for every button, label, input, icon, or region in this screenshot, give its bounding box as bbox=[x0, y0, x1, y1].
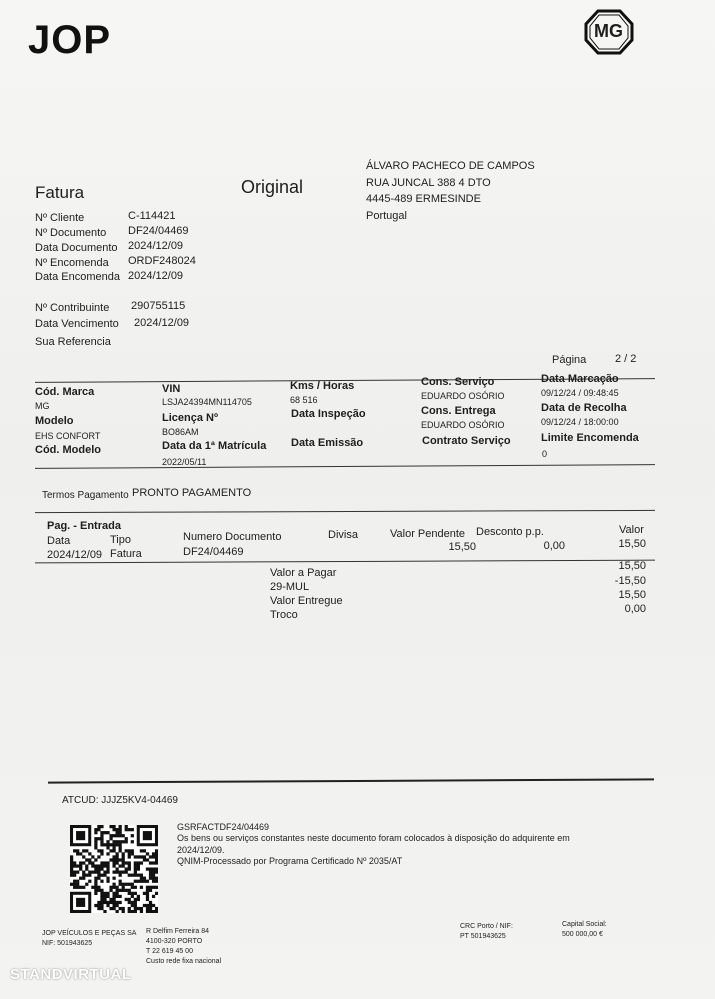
value-data-documento: 2024/12/09 bbox=[128, 240, 184, 252]
value-documento: DF24/04469 bbox=[128, 225, 189, 237]
value-contribuinte: 290755115 bbox=[131, 300, 186, 312]
label-vin: VIN bbox=[162, 383, 181, 395]
label-cod-modelo: Cód. Modelo bbox=[35, 444, 101, 456]
company-phone: T 22 619 45 00 bbox=[146, 948, 193, 955]
value-data-recolha: 09/12/24 / 18:00:00 bbox=[541, 417, 619, 427]
company-logo: JOP bbox=[28, 18, 112, 62]
standvirtual-watermark: STANDVIRTUAL bbox=[10, 966, 132, 983]
label-emissao: Data Emissão bbox=[291, 437, 364, 449]
document-title: Fatura bbox=[35, 183, 85, 202]
label-encomenda: Nº Encomenda bbox=[35, 257, 109, 269]
value-limite: 0 bbox=[542, 449, 548, 459]
capital-label: Capital Social: bbox=[562, 921, 607, 928]
company-address-1: R Delfim Ferreira 84 bbox=[146, 928, 210, 935]
label-data-documento: Data Documento bbox=[35, 242, 118, 254]
company-name: JOP VEÍCULOS E PEÇAS SA bbox=[42, 930, 137, 937]
customer-address-2: 4445-489 ERMESINDE bbox=[366, 193, 481, 205]
label-termos-pagamento: Termos Pagamento bbox=[42, 490, 129, 501]
value-cliente: C-114421 bbox=[128, 210, 176, 222]
customer-country: Portugal bbox=[366, 210, 407, 222]
certification-notice: QNIM-Processado por Programa Certificado Nº 2035/AT bbox=[177, 856, 403, 866]
value-vin: LSJA24394MN114705 bbox=[162, 397, 252, 407]
total-label-valor-entregue: Valor Entregue bbox=[270, 595, 343, 607]
value-vencimento: 2024/12/09 bbox=[134, 317, 190, 329]
label-licenca: Licença Nº bbox=[162, 412, 218, 424]
value-cons-entrega: EDUARDO OSÓRIO bbox=[421, 420, 505, 430]
col-divisa: Divisa bbox=[328, 529, 358, 541]
label-contrato: Contrato Serviço bbox=[422, 435, 511, 447]
value-kms: 68 516 bbox=[290, 395, 318, 405]
total-value-valor-pagar: 15,50 bbox=[618, 560, 646, 572]
label-matricula: Data da 1ª Matrícula bbox=[162, 440, 267, 452]
page-number: 2 / 2 bbox=[615, 353, 637, 365]
label-documento: Nº Documento bbox=[35, 227, 107, 239]
col-valor-pendente: Valor Pendente bbox=[390, 528, 466, 540]
col-desconto: Desconto p.p. bbox=[476, 526, 544, 538]
label-limite: Limite Encomenda bbox=[541, 432, 639, 444]
value-data-marcacao: 09/12/24 / 09:48:45 bbox=[541, 388, 619, 398]
row-desconto: 0,00 bbox=[543, 540, 565, 552]
total-value-29-mul: -15,50 bbox=[614, 575, 646, 587]
label-kms: Kms / Horas bbox=[290, 380, 355, 392]
label-referencia: Sua Referencia bbox=[35, 336, 111, 348]
total-value-valor-entregue: 15,50 bbox=[618, 589, 646, 601]
vehicle-bottom-rule bbox=[35, 464, 655, 469]
customer-address-1: RUA JUNCAL 388 4 DTO bbox=[366, 177, 491, 189]
col-valor: Valor bbox=[619, 524, 644, 536]
label-cliente: Nº Cliente bbox=[35, 212, 85, 224]
row-valor-pendente: 15,50 bbox=[448, 541, 476, 553]
total-label-troco: Troco bbox=[270, 609, 298, 621]
total-label-29-mul: 29-MUL bbox=[270, 581, 310, 593]
crc-label: CRC Porto / NIF: bbox=[460, 923, 513, 930]
label-cons-entrega: Cons. Entrega bbox=[421, 405, 496, 417]
value-licenca: BO86AM bbox=[162, 427, 199, 437]
label-data-recolha: Data de Recolha bbox=[541, 402, 627, 414]
label-cons-servico: Cons. Serviço bbox=[421, 376, 495, 388]
company-phone-note: Custo rede fixa nacional bbox=[146, 958, 222, 965]
row-data: 2024/12/09 bbox=[47, 549, 103, 561]
label-data-marcacao: Data Marcação bbox=[541, 373, 619, 385]
label-modelo: Modelo bbox=[35, 415, 74, 427]
copy-type: Original bbox=[241, 177, 304, 197]
value-marca: MG bbox=[35, 401, 50, 411]
value-modelo: EHS CONFORT bbox=[35, 431, 101, 441]
availability-date: 2024/12/09. bbox=[177, 845, 225, 855]
company-nif: NIF: 501943625 bbox=[42, 940, 93, 947]
label-data-encomenda: Data Encomenda bbox=[35, 271, 120, 283]
capital-value: 500 000,00 € bbox=[562, 931, 603, 938]
qr-code-icon bbox=[70, 825, 158, 913]
value-encomenda: ORDF248024 bbox=[128, 255, 196, 267]
value-termos-pagamento: PRONTO PAGAMENTO bbox=[132, 487, 252, 499]
total-label-valor-pagar: Valor a Pagar bbox=[270, 567, 337, 579]
label-vencimento: Data Vencimento bbox=[35, 318, 119, 330]
value-data-encomenda: 2024/12/09 bbox=[128, 270, 184, 282]
mg-brand-text: MG bbox=[594, 21, 623, 41]
label-contribuinte: Nº Contribuinte bbox=[35, 302, 110, 314]
col-numero: Numero Documento bbox=[183, 531, 282, 543]
col-data: Data bbox=[47, 535, 71, 547]
value-cons-servico: EDUARDO OSÓRIO bbox=[421, 391, 505, 401]
company-address-2: 4100-320 PORTO bbox=[146, 938, 203, 945]
hash-code: GSRFACTDF24/04469 bbox=[177, 822, 270, 832]
payment-row-rule bbox=[35, 560, 655, 564]
availability-notice: Os bens ou serviços constantes neste documento foram colocados à disposição do adquirente em bbox=[177, 833, 570, 843]
footer-rule bbox=[48, 778, 654, 783]
atcud: ATCUD: JJJZ5KV4-04469 bbox=[62, 795, 178, 806]
row-tipo: Fatura bbox=[110, 548, 142, 560]
customer-name: ÁLVARO PACHECO DE CAMPOS bbox=[366, 160, 535, 172]
payment-section-title: Pag. - Entrada bbox=[47, 520, 121, 532]
row-numero: DF24/04469 bbox=[183, 546, 244, 558]
page-label: Página bbox=[552, 354, 587, 366]
label-cod-marca: Cód. Marca bbox=[35, 386, 95, 398]
label-inspecao: Data Inspeção bbox=[291, 408, 366, 420]
crc-nif: PT 501943625 bbox=[460, 933, 506, 940]
row-valor: 15,50 bbox=[618, 538, 646, 550]
payment-top-rule bbox=[35, 510, 655, 513]
value-matricula: 2022/05/11 bbox=[162, 457, 207, 467]
col-tipo: Tipo bbox=[110, 534, 131, 546]
mg-brand-logo-icon bbox=[584, 8, 634, 56]
total-value-troco: 0,00 bbox=[624, 603, 646, 615]
